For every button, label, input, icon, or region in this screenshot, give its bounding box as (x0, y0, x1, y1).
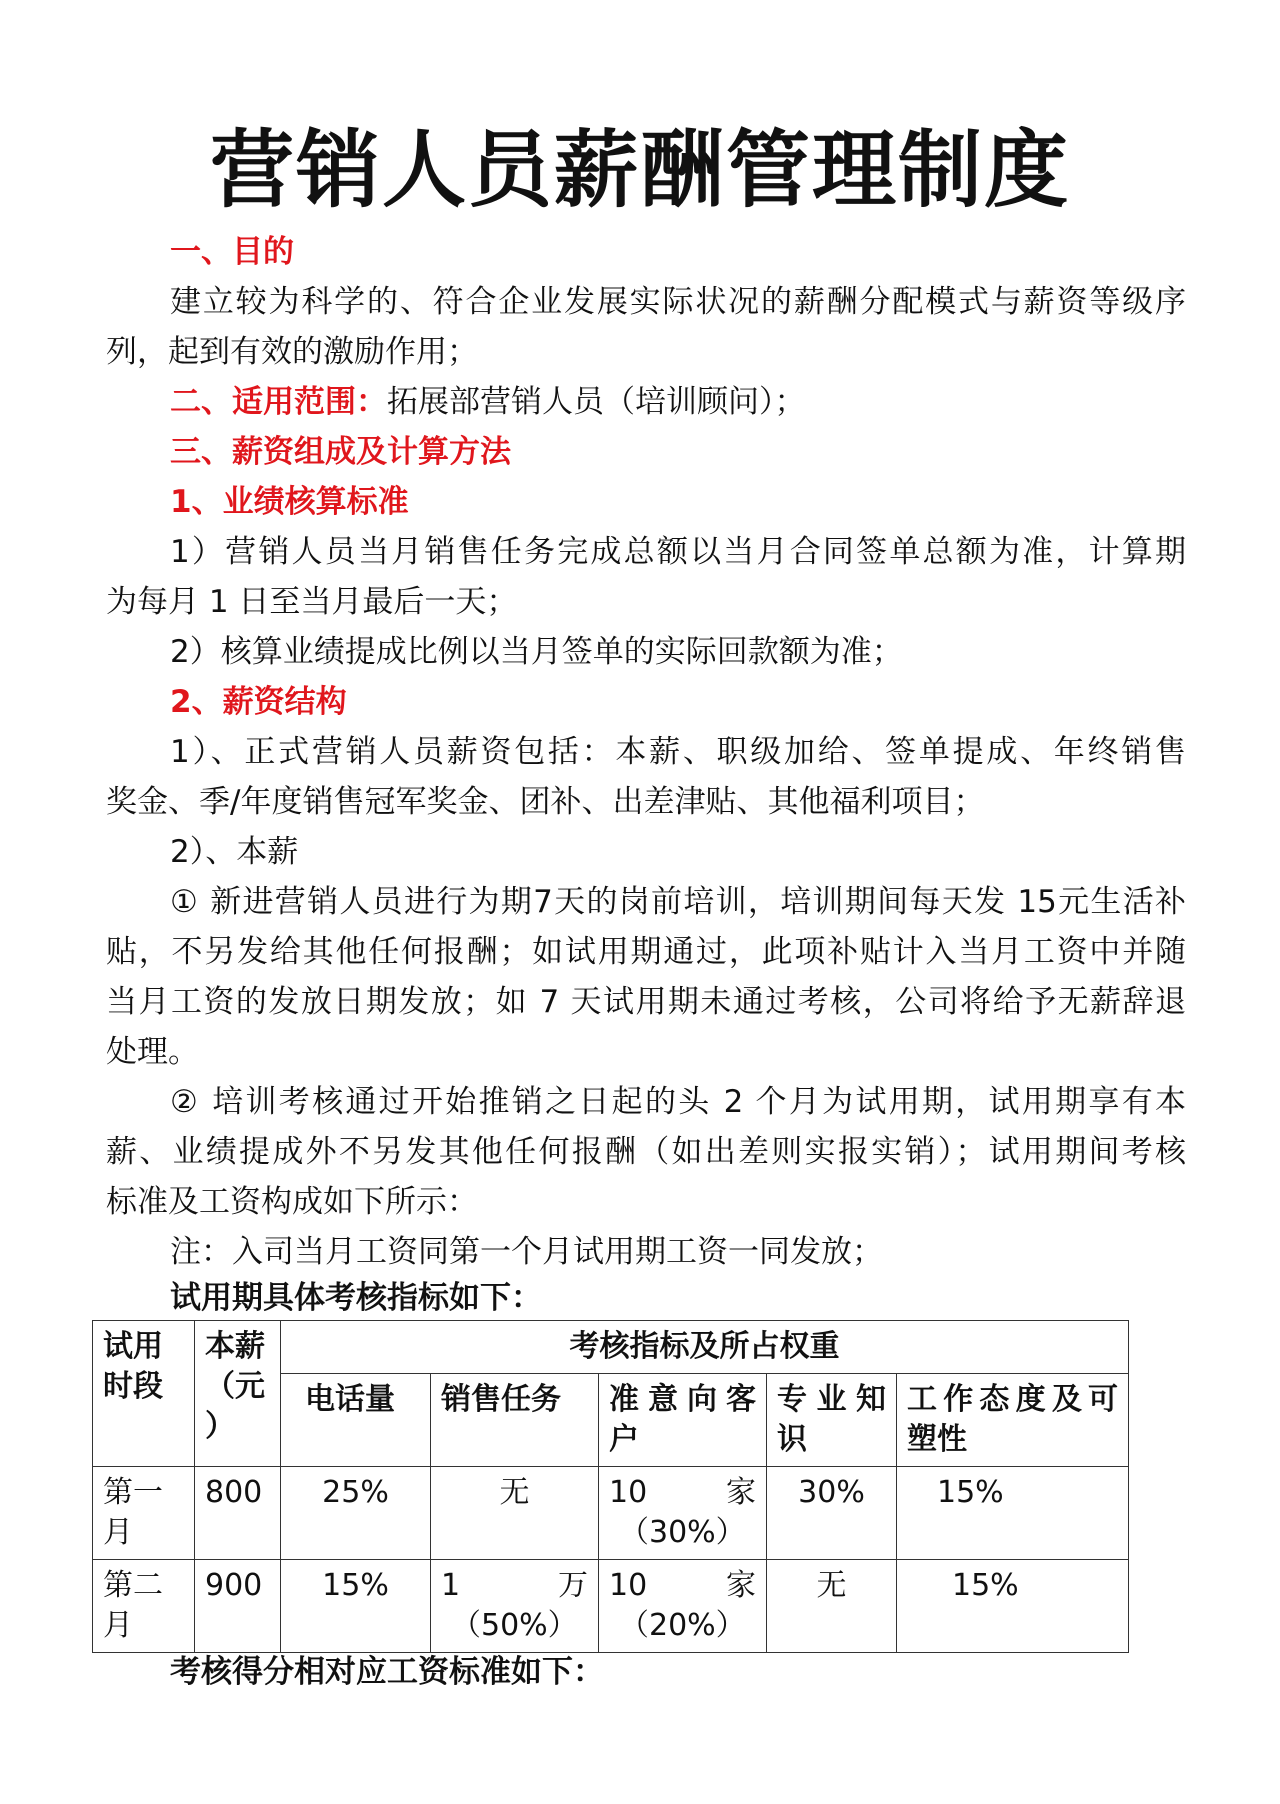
header-knowledge: 专业知 识 (767, 1374, 897, 1467)
section-1-heading: 一、目的 (170, 234, 294, 270)
cell-prospects: 10 家 （20%） (599, 1560, 767, 1653)
paragraph-line: 2）核算业绩提成比例以当月签单的实际回款额为准； (170, 634, 903, 670)
table-intro: 试用期具体考核指标如下： (170, 1280, 542, 1316)
section-3-heading: 三、薪资组成及计算方法 (170, 434, 511, 470)
paragraph-line: 1）营销人员当月销售任务完成总额以当月合同签单总额为准，计算期 (170, 534, 1186, 570)
section-2-heading: 二、适用范围： (170, 384, 387, 420)
cell-knowledge: 无 (767, 1560, 897, 1653)
cell-attitude: 15% (897, 1467, 1129, 1560)
paragraph-line: 贴，不另发给其他任何报酬；如试用期通过，此项补贴计入当月工资中并随 (106, 934, 1186, 970)
cell-period: 第一 月 (93, 1467, 195, 1560)
cell-calls: 15% (281, 1560, 431, 1653)
header-attitude: 工作态度及可 塑性 (897, 1374, 1129, 1467)
header-prospects: 准意向客 户 (599, 1374, 767, 1467)
subsection-2-heading: 2、薪资结构 (170, 684, 347, 720)
cell-sales: 无 (431, 1467, 599, 1560)
kpi-table (92, 1320, 1129, 1653)
paragraph-line: 当月工资的发放日期发放；如 7 天试用期未通过考核，公司将给予无薪辞退 (106, 984, 1186, 1020)
after-table-text: 考核得分相对应工资标准如下： (170, 1654, 604, 1690)
cell-base: 900 (195, 1560, 281, 1653)
cell-sales: 1 万 （50%） (431, 1560, 599, 1653)
cell-calls: 25% (281, 1467, 431, 1560)
paragraph-line: 标准及工资构成如下所示： (106, 1184, 478, 1220)
paragraph-line: 2）、本薪 (170, 834, 299, 870)
paragraph-line: 薪、业绩提成外不另发其他任何报酬（如出差则实报实销）；试用期间考核 (106, 1134, 1186, 1170)
cell-attitude: 15% (897, 1560, 1129, 1653)
paragraph-line: 奖金、季/年度销售冠军奖金、团补、出差津贴、其他福利项目； (106, 784, 985, 820)
cell-knowledge: 30% (767, 1467, 897, 1560)
table-row (93, 1467, 1129, 1560)
table-header-row (93, 1321, 1129, 1374)
note-line: 注：入司当月工资同第一个月试用期工资一同发放； (170, 1234, 883, 1270)
page-title: 营销人员薪酬管理制度 (209, 121, 1070, 219)
header-period: 试用 时段 (93, 1321, 195, 1467)
paragraph-line: ② 培训考核通过开始推销之日起的头 2 个月为试用期，试用期享有本 (170, 1084, 1186, 1120)
header-calls: 电话量 (281, 1374, 431, 1467)
section-2 (170, 382, 806, 422)
cell-period: 第二 月 (93, 1560, 195, 1653)
header-base-salary: 本薪 （元 ） (195, 1321, 281, 1467)
header-kpi-weights: 考核指标及所占权重 (281, 1321, 1129, 1374)
paragraph-line: ① 新进营销人员进行为期7天的岗前培训，培训期间每天发 15元生活补 (170, 884, 1186, 920)
paragraph-line: 处理。 (106, 1034, 199, 1070)
cell-base: 800 (195, 1467, 281, 1560)
table-row (93, 1560, 1129, 1653)
section-2-text: 拓展部营销人员（培训顾问）； (387, 384, 806, 420)
paragraph-line: 为每月 1 日至当月最后一天； (106, 584, 518, 620)
paragraph-line: 建立较为科学的、符合企业发展实际状况的薪酬分配模式与薪资等级序 (170, 284, 1186, 320)
paragraph-line: 1）、正式营销人员薪资包括：本薪、职级加给、签单提成、年终销售 (170, 734, 1186, 770)
subsection-1-heading: 1、业绩核算标准 (170, 484, 409, 520)
header-sales: 销售任务 (431, 1374, 599, 1467)
cell-prospects: 10 家 （30%） (599, 1467, 767, 1560)
paragraph-line: 列，起到有效的激励作用； (106, 334, 478, 370)
